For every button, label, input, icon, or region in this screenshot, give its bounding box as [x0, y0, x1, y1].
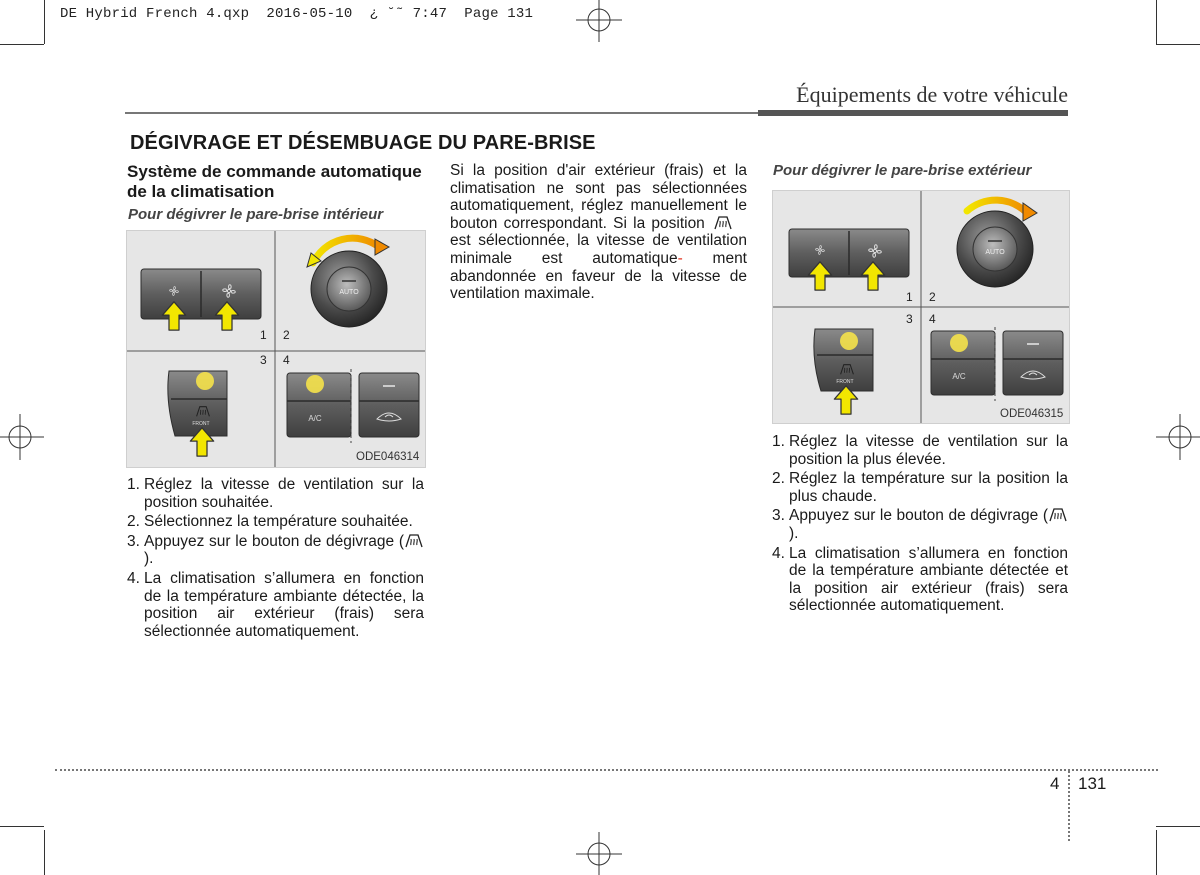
- figure-code: ODE046315: [1000, 408, 1064, 420]
- step-item: 3. Appuyez sur le bouton de dégivrage ().: [127, 533, 424, 568]
- auto-label: AUTO: [339, 289, 359, 296]
- step-item: 2. Réglez la température sur la position la plus chaude.: [772, 470, 1068, 505]
- crop-mark: [1156, 0, 1157, 44]
- crop-mark: [1156, 44, 1200, 45]
- auto-label: AUTO: [985, 249, 1005, 256]
- crop-mark: [44, 830, 45, 875]
- crop-mark: [1156, 826, 1200, 827]
- front-label: FRONT: [836, 379, 854, 385]
- step-item: 4. La climatisation s’allumera en fonction de la température ambiante détectée, la position air extérieur (frais) sera sélectionnée automatiquement.: [127, 569, 424, 640]
- header-bar: [758, 110, 1068, 116]
- printer-slug: DE Hybrid French 4.qxp 2016-05-10 ¿ ˘˜ 7:47 Page 131: [60, 6, 534, 22]
- step-item: 3. Appuyez sur le bouton de dégivrage ().: [772, 507, 1068, 542]
- registration-mark-bottom: [574, 830, 624, 875]
- registration-mark-right: [1156, 412, 1200, 462]
- cell-number: 3: [906, 312, 913, 326]
- ac-label: A/C: [308, 414, 322, 423]
- crop-mark: [0, 826, 44, 827]
- footer-divider: [1068, 771, 1070, 841]
- cell-number: 2: [283, 328, 290, 342]
- header-rule: [125, 112, 758, 114]
- hyphen: -: [677, 249, 683, 267]
- chapter-number: 4: [1050, 774, 1060, 793]
- cell-number: 3: [260, 353, 267, 367]
- ac-label: A/C: [952, 372, 966, 381]
- cell-number: 1: [906, 290, 913, 304]
- step-item: 4. La climatisation s’allumera en fonction de la température ambiante détectée et la position air extérieur (frais) sera sélectionnée automatiquement.: [772, 544, 1068, 615]
- figure-code: ODE046314: [356, 451, 420, 463]
- crop-mark: [44, 0, 45, 44]
- left-italic-head: Pour dégivrer le pare-brise intérieur: [128, 206, 384, 223]
- defrost-icon: [713, 215, 733, 231]
- subhead: Système de commande automatique de la climatisation: [127, 162, 422, 201]
- figure-exterior-defrost: [772, 190, 1070, 424]
- registration-mark-top: [574, 0, 624, 42]
- figure-interior-defrost: [126, 230, 426, 468]
- defrost-icon: [1048, 507, 1068, 523]
- cell-number: 2: [929, 290, 936, 304]
- right-italic-head: Pour dégivrer le pare-brise extérieur: [773, 162, 1032, 179]
- cell-number: 4: [929, 312, 936, 326]
- left-steps: [127, 476, 424, 642]
- step-item: 1. Réglez la vitesse de ventilation sur la position la plus élevée.: [772, 433, 1068, 468]
- registration-mark-left: [0, 412, 44, 462]
- middle-paragraph: Si la position d'air extérieur (frais) et la climatisation ne sont pas sélectionnées automatiquement, réglez manuellement le bouton correspondant. Si la position est sélectionnée, la vitesse de ventilation minimale est automatique- ment abandonnée en faveur de la vitesse de ventilation maximale.: [450, 162, 747, 303]
- step-item: 1. Réglez la vitesse de ventilation sur la position souhaitée.: [127, 476, 424, 511]
- footer-rule: [55, 769, 1158, 771]
- cell-number: 1: [260, 328, 267, 342]
- step-item: 2. Sélectionnez la température souhaitée.: [127, 513, 413, 531]
- defrost-icon: [404, 533, 424, 549]
- right-steps: [772, 433, 1068, 617]
- front-label: FRONT: [192, 421, 210, 427]
- page-number: 131: [1078, 774, 1107, 793]
- section-title: DÉGIVRAGE ET DÉSEMBUAGE DU PARE-BRISE: [130, 132, 596, 154]
- cell-number: 4: [283, 353, 290, 367]
- crop-mark: [0, 44, 44, 45]
- running-title: Équipements de votre véhicule: [796, 82, 1068, 107]
- crop-mark: [1156, 830, 1157, 875]
